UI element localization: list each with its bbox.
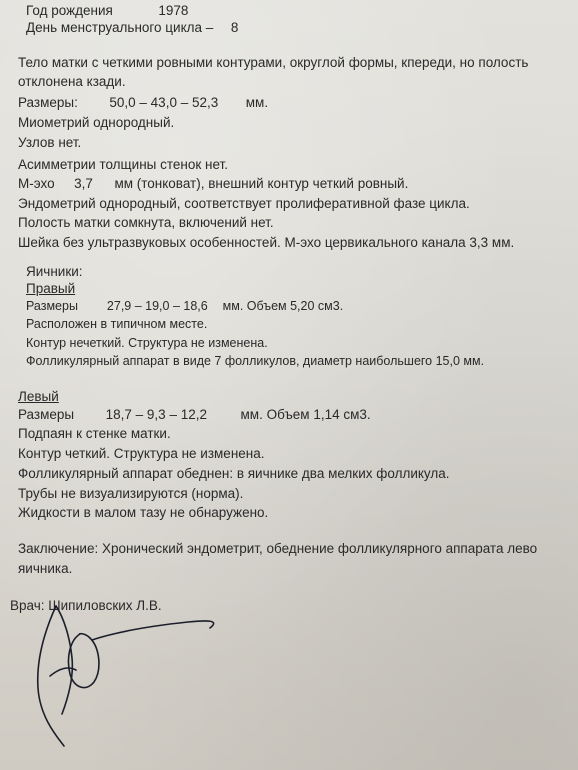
- birth-year-value: 1978: [158, 3, 189, 18]
- conclusion-line-1: Заключение: Хронический эндометрит, обеднение фолликулярного аппарата лево: [18, 541, 538, 556]
- uterus-line-1: Тело матки с четкими ровными контурами, округлой формы, кпереди, но полость: [18, 55, 529, 70]
- uterus-size-value: 50,0 – 43,0 – 52,3: [109, 95, 219, 110]
- uterus-line-8: Эндометрий однородный, соответствует пролиферативной фазе цикла.: [18, 196, 470, 211]
- left-ovary-line-2: Подпаян к стенке матки.: [18, 426, 171, 441]
- uterus-size-line: [18, 94, 268, 111]
- right-ovary-size-line: [26, 298, 343, 315]
- uterus-line-10: Шейка без ультразвуковых особенностей. М-эхо цервикального канала 3,3 мм.: [18, 235, 515, 250]
- uterus-mecho-line: [18, 175, 408, 192]
- right-ovary-line-3: Контур нечеткий. Структура не изменена.: [26, 336, 268, 350]
- right-size-rest: мм. Объем 5,20 см3.: [222, 299, 344, 313]
- cycle-day-label: День менструального цикла –: [26, 20, 214, 35]
- right-size-label: Размеры: [26, 299, 78, 313]
- uterus-line-2: отклонена кзади.: [18, 74, 126, 89]
- mecho-value: 3,7: [74, 176, 93, 191]
- left-ovary-size-line: [18, 406, 371, 423]
- left-ovary-line-3: Контур четкий. Структура не изменена.: [18, 446, 265, 461]
- mecho-label: М-эхо: [18, 176, 55, 191]
- left-ovary-title: Левый: [18, 389, 59, 404]
- cycle-day-value: 8: [230, 20, 239, 35]
- left-size-rest: мм. Объем 1,14 см3.: [240, 407, 371, 422]
- left-size-value: 18,7 – 9,3 – 12,2: [105, 407, 207, 422]
- birth-year-line: [26, 2, 188, 19]
- right-ovary-line-4: Фолликулярный аппарат в виде 7 фолликулов, диаметр наибольшего 15,0 мм.: [26, 354, 485, 368]
- birth-year-label: Год рождения: [26, 3, 113, 18]
- uterus-size-label: Размеры:: [18, 95, 78, 110]
- uterus-line-4: Миометрий однородный.: [18, 115, 175, 130]
- doctor-line: Врач: Шипиловских Л.В.: [10, 598, 162, 613]
- right-ovary-title: Правый: [26, 281, 76, 296]
- ovaries-title: Яичники:: [26, 264, 83, 279]
- left-ovary-line-4: Фолликулярный аппарат обеднен: в яичнике два мелких фолликула.: [18, 466, 450, 481]
- uterus-line-5: Узлов нет.: [18, 135, 82, 150]
- handwritten-signature: [20, 588, 260, 748]
- left-ovary-line-5: Трубы не визуализируются (норма).: [18, 486, 244, 501]
- cycle-day-line: [26, 19, 238, 36]
- uterus-line-9: Полость матки сомкнута, включений нет.: [18, 215, 274, 230]
- uterus-line-6: Асимметрии толщины стенок нет.: [18, 157, 228, 172]
- uterus-size-unit: мм.: [245, 95, 269, 110]
- right-ovary-line-2: Расположен в типичном месте.: [26, 317, 208, 331]
- right-size-value: 27,9 – 19,0 – 18,6: [106, 299, 208, 313]
- conclusion-line-2: яичника.: [18, 561, 73, 576]
- mecho-rest: мм (тонковат), внешний контур четкий ровный.: [114, 176, 409, 191]
- left-ovary-line-6: Жидкости в малом тазу не обнаружено.: [18, 505, 269, 520]
- left-size-label: Размеры: [18, 407, 75, 422]
